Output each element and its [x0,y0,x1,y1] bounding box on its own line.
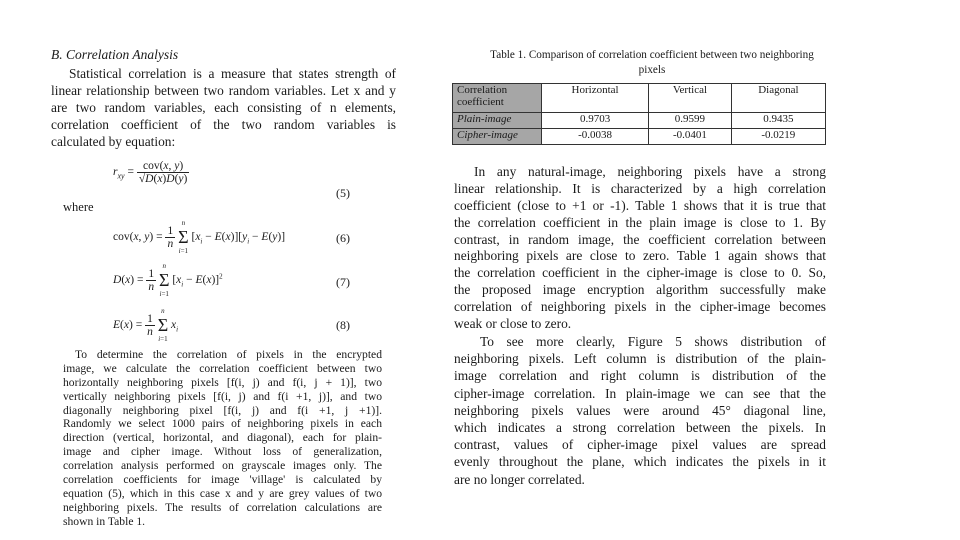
method-line: shown in Table 1. [63,514,146,528]
method-line: vertically neighboring pixels [f(i, j) and f(i +1, j)], and two [63,389,382,403]
equation-5: $r_{xy}$ = $\frac{\text{cov(x, y)}}{√D(x)D(y)}$ [113,160,188,185]
table-cell: 0.9599 [649,113,732,129]
figure-line: cipher-image correlation. In plain-image we can see that the [454,385,826,401]
table-row-label: Plain-image [453,113,542,129]
figure-line: are no longer correlated. [454,471,585,487]
table-row [453,113,826,129]
table-caption-line: pixels [638,64,666,76]
results-line: correlation of neighboring pixels in the cipher-image becomes [454,299,826,315]
intro-line: linear relationship between two random variables. Let x and y [51,82,396,98]
figure-line: neighboring pixels. Left column is distribution of the plain- [454,351,826,367]
method-line: Randomly we select 1000 pairs of neighboring pixels in each [63,417,382,431]
figure-line: which indicates a strong correlation between the pixels. In [454,419,826,435]
method-line: image and cipher image. Without loss of generalization, [63,445,382,459]
table-row [453,129,826,145]
equation-number-8: (8) [336,318,350,332]
table-caption-line: Table 1. Comparison of correlation coefficient between two neighboring [490,49,814,61]
header-line: Correlation [457,84,508,96]
method-line: correlation coefficients for image 'village' is calculated by [63,473,382,487]
equation-number-6: (6) [336,231,350,245]
figure-line: image correlation and right column is distribution of the [454,368,826,384]
method-paragraph [63,348,382,529]
table-header-cell [453,84,542,113]
figure-line: To see more clearly, Figure 5 shows distribution of [480,334,826,349]
table-cell: -0.0401 [649,129,732,145]
intro-paragraph [51,66,396,150]
method-line: direction (vertical, horizontal, and diagonal), each for plain- [63,431,382,445]
results-line: the correlation coefficient in the plain image is close to 1. By [454,214,826,230]
table-caption [452,48,852,78]
equation-number-7: (7) [336,275,350,289]
results-line: the proposed image encryption algorithm successfully make [454,282,826,298]
intro-line: Statistical correlation is a measure that states strength of [69,66,396,81]
results-line: In any natural-image, neighboring pixels have a strong [474,164,826,179]
method-line: equation (5), which in this case x and y are grey values of two [63,486,382,500]
intro-line: correlation coefficient of the two random variables is [51,116,396,132]
table-cell: 0.9703 [542,113,649,129]
figure-line: contrast, values of cipher-image pixel values are spread [454,437,826,453]
table-header-row [453,84,826,113]
results-paragraph [454,164,826,333]
results-line: coefficient (close to +1 or -1). Table 1 shows that it is true that [454,197,826,213]
method-line: correlation analysis performed on grayscale images only. The [63,459,382,473]
results-line: contrast, in random image, the coefficient correlation between [454,231,826,247]
table-row-label: Cipher-image [453,129,542,145]
figure-line: neighboring pixels values were around 45° diagonal line, [454,402,826,418]
equation-number-5: (5) [336,186,350,200]
equation-7: D(x) = $\frac{1}{n}$ n Σ i=1 $[x_i - E(x)]^2$ [113,262,223,298]
intro-line: are two random variables, each consisting of n elements, [51,99,396,115]
table-cell: 0.9435 [731,113,825,129]
method-line: diagonally neighboring pixel [f(i, j) and f(i +1, j +1)]. [63,403,382,417]
method-line: image, we calculate the correlation coefficient between two [63,361,382,375]
table-cell: -0.0219 [731,129,825,145]
results-line: weak or close to zero. [454,316,572,332]
section-heading: B. Correlation Analysis [51,47,179,62]
method-line: neighboring pixels. The results of correlation calculations are [63,500,382,514]
table-header-cell: Vertical [649,84,732,113]
figure-paragraph [454,333,826,488]
table-cell: -0.0038 [542,129,649,145]
results-line: neighboring pixels are close to zero. Table 1 again shows that [454,248,826,264]
header-line: coefficient [457,95,504,108]
where-label: where [63,200,94,214]
table-header-cell: Horizontal [542,84,649,113]
equation-6: cov(x, y) = $\frac{1}{n}$ n Σ i=1 $[x_i - E(x)][y_i - E(y)]$ [113,219,286,255]
equation-8: E(x) = $\frac{1}{n}$ n Σ i=1 $x_i$ [113,307,179,343]
figure-line: evenly throughout the plane, which indicates the pixels in it [454,454,826,470]
method-line: To determine the correlation of pixels in the encrypted [75,348,382,361]
table-header-cell: Diagonal [731,84,825,113]
method-line: horizontally neighboring pixels [f(i, j) and f(i, j + 1)], two [63,375,382,389]
results-line: linear relationship. It is characterized by a high correlation [454,180,826,196]
correlation-table [452,83,826,145]
intro-line: calculated by equation: [51,133,176,149]
results-line: the correlation coefficient in the cipher-image is close to 0. So, [454,265,826,281]
